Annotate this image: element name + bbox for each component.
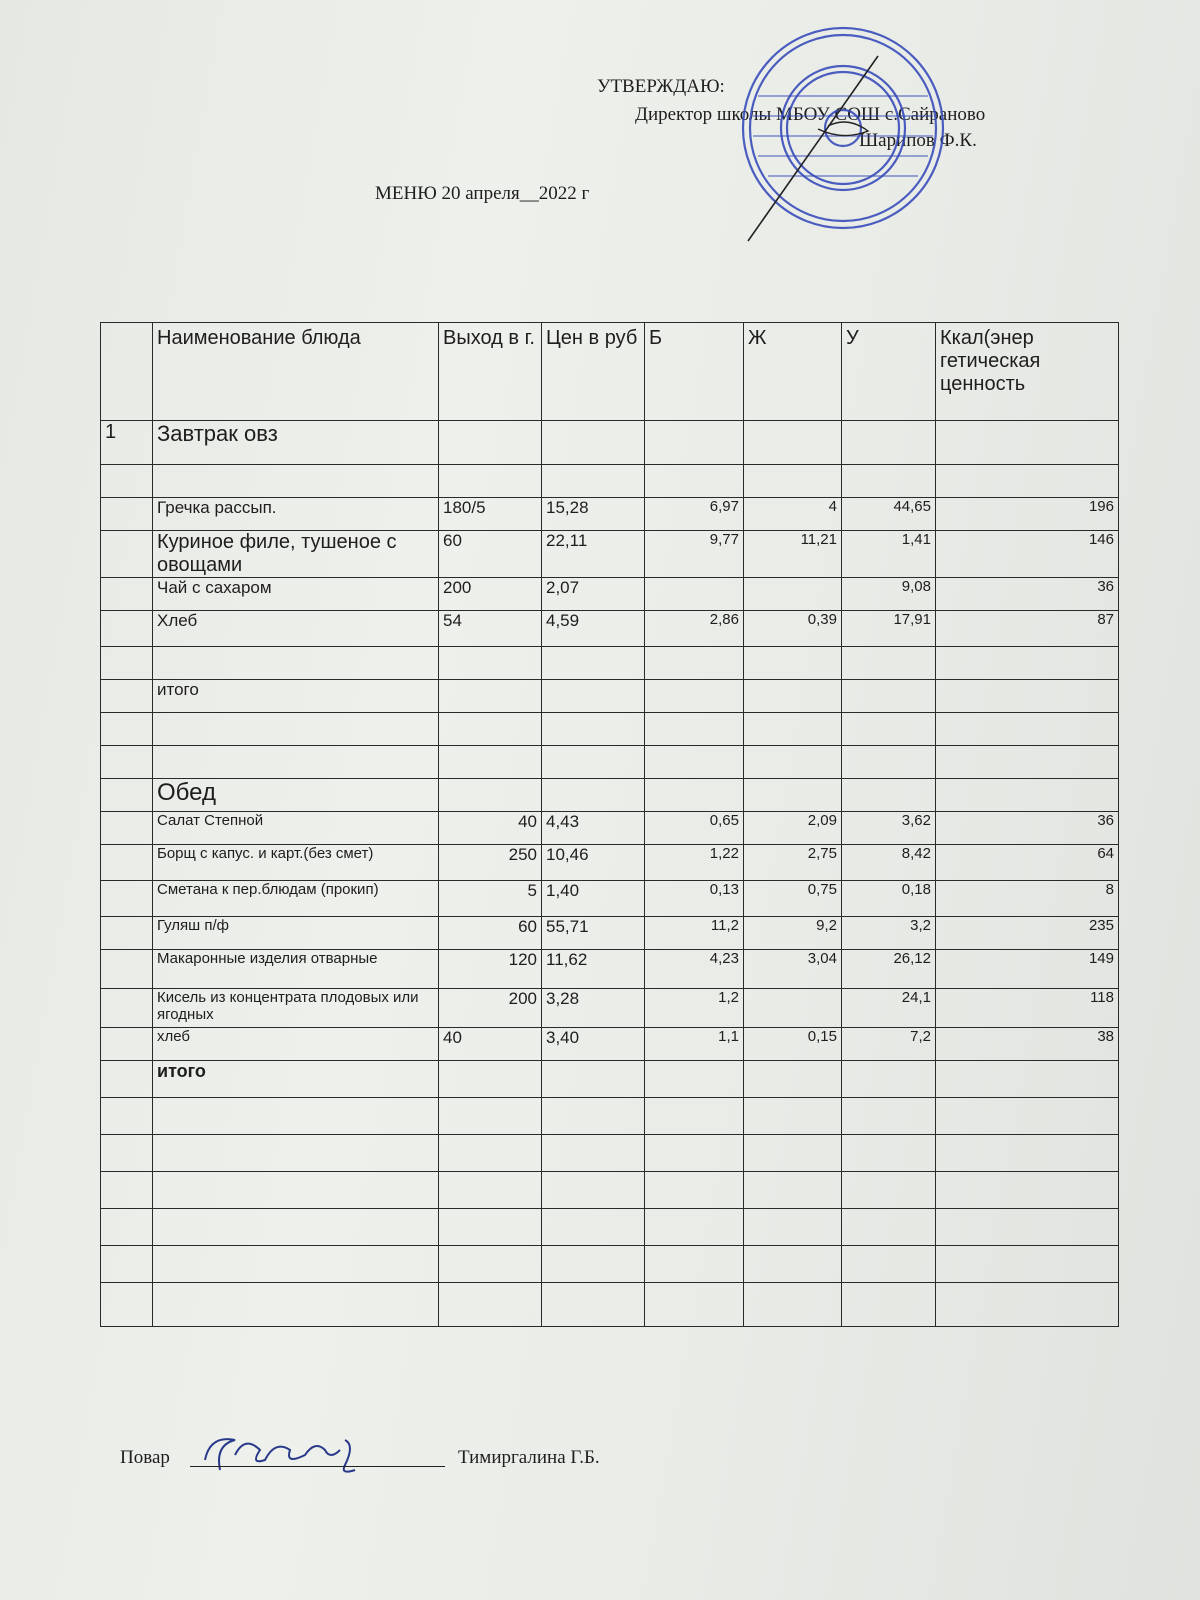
table-cell — [744, 779, 842, 812]
table-cell: 9,77 — [645, 531, 744, 578]
table-cell: Борщ с капус. и карт.(без смет) — [153, 845, 439, 881]
table-cell: 36 — [936, 812, 1119, 845]
table-header-row — [101, 323, 1119, 421]
table-cell — [101, 531, 153, 578]
table-cell — [744, 713, 842, 746]
table-cell: итого — [153, 1061, 439, 1098]
table-cell — [936, 746, 1119, 779]
table-cell — [744, 578, 842, 611]
table-cell — [542, 1098, 645, 1135]
cook-label: Повар — [120, 1447, 170, 1468]
table-cell: 118 — [936, 989, 1119, 1028]
table-cell: Завтрак овз — [153, 421, 439, 465]
table-cell — [645, 713, 744, 746]
table-cell — [542, 1246, 645, 1283]
table-cell — [439, 1283, 542, 1327]
table-cell — [744, 746, 842, 779]
table-cell: хлеб — [153, 1028, 439, 1061]
table-cell: 87 — [936, 611, 1119, 647]
table-cell: 2,09 — [744, 812, 842, 845]
table-cell — [101, 989, 153, 1028]
table-row — [101, 1246, 1119, 1283]
table-cell: 64 — [936, 845, 1119, 881]
table-cell — [936, 713, 1119, 746]
table-cell — [842, 713, 936, 746]
table-cell: Хлеб — [153, 611, 439, 647]
table-cell: 146 — [936, 531, 1119, 578]
header-cell: Наименование блюда — [153, 323, 439, 421]
table-cell — [645, 1283, 744, 1327]
table-cell — [645, 421, 744, 465]
table-cell: 3,62 — [842, 812, 936, 845]
table-cell — [645, 1172, 744, 1209]
table-cell: 11,2 — [645, 917, 744, 950]
table-cell: 8,42 — [842, 845, 936, 881]
table-cell — [645, 465, 744, 498]
table-cell: 10,46 — [542, 845, 645, 881]
table-cell — [842, 1246, 936, 1283]
table-cell — [101, 881, 153, 917]
table-cell: 60 — [439, 531, 542, 578]
table-row — [101, 746, 1119, 779]
table-cell — [842, 465, 936, 498]
table-cell: 0,15 — [744, 1028, 842, 1061]
table-cell — [542, 647, 645, 680]
table-cell — [153, 1135, 439, 1172]
table-cell: 3,04 — [744, 950, 842, 989]
table-row — [101, 1061, 1119, 1098]
table-cell — [439, 1061, 542, 1098]
table-row — [101, 1209, 1119, 1246]
table-cell: 0,13 — [645, 881, 744, 917]
table-cell: Чай с сахаром — [153, 578, 439, 611]
table-cell — [936, 680, 1119, 713]
table-cell — [645, 1135, 744, 1172]
table-cell — [542, 1283, 645, 1327]
table-cell — [645, 680, 744, 713]
table-cell — [744, 465, 842, 498]
table-cell — [101, 611, 153, 647]
table-cell — [153, 713, 439, 746]
table-cell — [842, 1061, 936, 1098]
table-cell — [744, 647, 842, 680]
table-row — [101, 1135, 1119, 1172]
table-cell — [645, 1246, 744, 1283]
table-cell — [153, 1246, 439, 1283]
header-cell: Б — [645, 323, 744, 421]
table-cell: 38 — [936, 1028, 1119, 1061]
table-row — [101, 917, 1119, 950]
table-cell: 1,22 — [645, 845, 744, 881]
table-cell — [439, 465, 542, 498]
table-cell — [842, 746, 936, 779]
table-cell — [101, 1172, 153, 1209]
table-cell: Салат Степной — [153, 812, 439, 845]
table-cell — [101, 1283, 153, 1327]
table-cell — [101, 1028, 153, 1061]
table-cell — [936, 1172, 1119, 1209]
table-cell: Макаронные изделия отварные — [153, 950, 439, 989]
approval-director: Директор школы МБОУ СОШ с.Сайраново — [635, 104, 986, 125]
table-cell: 8 — [936, 881, 1119, 917]
table-cell — [439, 746, 542, 779]
table-cell: 3,28 — [542, 989, 645, 1028]
table-cell — [101, 812, 153, 845]
header-cell — [101, 323, 153, 421]
table-cell — [744, 1061, 842, 1098]
table-cell — [744, 1098, 842, 1135]
table-cell — [542, 1172, 645, 1209]
table-cell — [842, 1098, 936, 1135]
table-row — [101, 1172, 1119, 1209]
table-row — [101, 421, 1119, 465]
page-title: МЕНЮ 20 апреля__2022 г — [375, 183, 590, 204]
table-cell: 250 — [439, 845, 542, 881]
table-cell — [101, 713, 153, 746]
table-cell — [439, 1246, 542, 1283]
table-cell — [744, 1209, 842, 1246]
table-cell — [645, 779, 744, 812]
table-cell — [153, 1209, 439, 1246]
table-cell: 235 — [936, 917, 1119, 950]
table-cell: 40 — [439, 812, 542, 845]
table-cell: 149 — [936, 950, 1119, 989]
table-row — [101, 1098, 1119, 1135]
table-cell: 54 — [439, 611, 542, 647]
table-cell: 1,2 — [645, 989, 744, 1028]
table-cell: итого — [153, 680, 439, 713]
table-row — [101, 465, 1119, 498]
table-cell — [936, 465, 1119, 498]
table-cell — [439, 680, 542, 713]
table-row — [101, 881, 1119, 917]
table-cell: 44,65 — [842, 498, 936, 531]
table-row — [101, 713, 1119, 746]
header-cell: У — [842, 323, 936, 421]
approval-heading: УТВЕРЖДАЮ: — [597, 76, 725, 97]
table-cell: 4 — [744, 498, 842, 531]
table-cell — [542, 1209, 645, 1246]
table-cell: 200 — [439, 989, 542, 1028]
table-cell — [101, 1061, 153, 1098]
table-cell: 9,08 — [842, 578, 936, 611]
table-cell: 26,12 — [842, 950, 936, 989]
table-cell — [842, 421, 936, 465]
table-cell: Гречка рассып. — [153, 498, 439, 531]
table-cell — [842, 680, 936, 713]
table-cell — [542, 779, 645, 812]
table-cell: 24,1 — [842, 989, 936, 1028]
table-cell: 3,40 — [542, 1028, 645, 1061]
table-cell: 4,23 — [645, 950, 744, 989]
menu-table — [100, 322, 1119, 1327]
table-cell — [153, 1098, 439, 1135]
table-cell: 1 — [101, 421, 153, 465]
table-row — [101, 498, 1119, 531]
table-cell — [101, 647, 153, 680]
table-cell — [439, 1209, 542, 1246]
table-cell: 1,40 — [542, 881, 645, 917]
table-cell: Сметана к пер.блюдам (прокип) — [153, 881, 439, 917]
table-cell: 120 — [439, 950, 542, 989]
cook-name: Тимиргалина Г.Б. — [458, 1447, 600, 1468]
table-row — [101, 989, 1119, 1028]
table-cell — [744, 1172, 842, 1209]
table-cell: 2,75 — [744, 845, 842, 881]
table-cell: 4,43 — [542, 812, 645, 845]
table-cell: 0,65 — [645, 812, 744, 845]
table-cell — [439, 1135, 542, 1172]
table-cell — [439, 713, 542, 746]
table-row — [101, 611, 1119, 647]
table-cell — [542, 1061, 645, 1098]
table-cell: 9,2 — [744, 917, 842, 950]
table-row — [101, 1028, 1119, 1061]
table-cell: 200 — [439, 578, 542, 611]
table-cell: 2,07 — [542, 578, 645, 611]
table-cell — [645, 578, 744, 611]
table-cell — [153, 1172, 439, 1209]
table-cell: 15,28 — [542, 498, 645, 531]
table-cell: 7,2 — [842, 1028, 936, 1061]
table-cell — [101, 578, 153, 611]
table-cell: 0,39 — [744, 611, 842, 647]
table-cell — [645, 1098, 744, 1135]
table-cell: 5 — [439, 881, 542, 917]
table-cell — [936, 1098, 1119, 1135]
table-cell — [936, 1061, 1119, 1098]
table-cell: 0,75 — [744, 881, 842, 917]
table-row — [101, 950, 1119, 989]
table-cell — [101, 1209, 153, 1246]
table-cell — [101, 1246, 153, 1283]
table-cell — [645, 647, 744, 680]
header-cell: Ккал(энер гетическая ценность — [936, 323, 1119, 421]
table-cell — [936, 1209, 1119, 1246]
table-cell — [153, 465, 439, 498]
table-cell — [842, 647, 936, 680]
table-cell — [153, 1283, 439, 1327]
table-cell — [101, 917, 153, 950]
table-cell: 22,11 — [542, 531, 645, 578]
table-cell — [936, 779, 1119, 812]
table-cell — [542, 746, 645, 779]
table-row — [101, 578, 1119, 611]
table-cell — [744, 680, 842, 713]
table-cell: 40 — [439, 1028, 542, 1061]
table-cell: 11,62 — [542, 950, 645, 989]
table-cell — [645, 1061, 744, 1098]
header-cell: Ж — [744, 323, 842, 421]
table-cell — [101, 950, 153, 989]
table-cell — [645, 746, 744, 779]
table-cell: 2,86 — [645, 611, 744, 647]
table-cell: Куриное филе, тушеное с овощами — [153, 531, 439, 578]
table-cell — [101, 845, 153, 881]
table-cell — [542, 680, 645, 713]
table-cell — [936, 421, 1119, 465]
table-cell — [439, 647, 542, 680]
table-cell: Обед — [153, 779, 439, 812]
table-cell: 0,18 — [842, 881, 936, 917]
table-cell — [744, 421, 842, 465]
table-row — [101, 647, 1119, 680]
table-cell — [645, 1209, 744, 1246]
signature-line — [190, 1466, 445, 1467]
table-row — [101, 680, 1119, 713]
table-cell: 36 — [936, 578, 1119, 611]
table-cell — [936, 647, 1119, 680]
table-cell — [842, 1283, 936, 1327]
table-cell — [101, 498, 153, 531]
table-cell — [936, 1283, 1119, 1327]
table-row — [101, 1283, 1119, 1327]
table-cell — [153, 746, 439, 779]
table-cell — [744, 1246, 842, 1283]
table-cell: 196 — [936, 498, 1119, 531]
school-stamp — [728, 16, 958, 246]
table-cell: 1,41 — [842, 531, 936, 578]
table-cell — [542, 421, 645, 465]
table-cell — [744, 1283, 842, 1327]
table-row — [101, 779, 1119, 812]
table-cell — [101, 746, 153, 779]
cook-signature — [195, 1430, 405, 1480]
table-cell — [153, 647, 439, 680]
table-cell — [936, 1135, 1119, 1172]
table-row — [101, 812, 1119, 845]
table-cell: Кисель из концентрата плодовых или ягодных — [153, 989, 439, 1028]
table-cell — [542, 465, 645, 498]
table-cell — [842, 1209, 936, 1246]
table-cell — [439, 1172, 542, 1209]
table-cell: 17,91 — [842, 611, 936, 647]
table-cell — [101, 680, 153, 713]
table-cell — [101, 465, 153, 498]
table-cell: 1,1 — [645, 1028, 744, 1061]
table-cell: 3,2 — [842, 917, 936, 950]
table-cell — [439, 779, 542, 812]
approval-name: Шарипов Ф.К. — [859, 130, 977, 151]
table-cell: 180/5 — [439, 498, 542, 531]
table-cell — [439, 1098, 542, 1135]
table-row — [101, 845, 1119, 881]
table-cell: 11,21 — [744, 531, 842, 578]
table-cell — [744, 989, 842, 1028]
table-cell — [101, 1098, 153, 1135]
table-cell: 6,97 — [645, 498, 744, 531]
table-cell — [101, 1135, 153, 1172]
table-cell — [542, 1135, 645, 1172]
table-cell: 4,59 — [542, 611, 645, 647]
table-cell: 60 — [439, 917, 542, 950]
table-cell — [744, 1135, 842, 1172]
table-cell — [542, 713, 645, 746]
table-row — [101, 531, 1119, 578]
table-cell — [439, 421, 542, 465]
table-cell — [101, 779, 153, 812]
table-cell: Гуляш п/ф — [153, 917, 439, 950]
table-cell — [842, 779, 936, 812]
table-cell: 55,71 — [542, 917, 645, 950]
table-cell — [936, 1246, 1119, 1283]
header-cell: Цен в руб — [542, 323, 645, 421]
table-cell — [842, 1172, 936, 1209]
table-cell — [842, 1135, 936, 1172]
header-cell: Выход в г. — [439, 323, 542, 421]
